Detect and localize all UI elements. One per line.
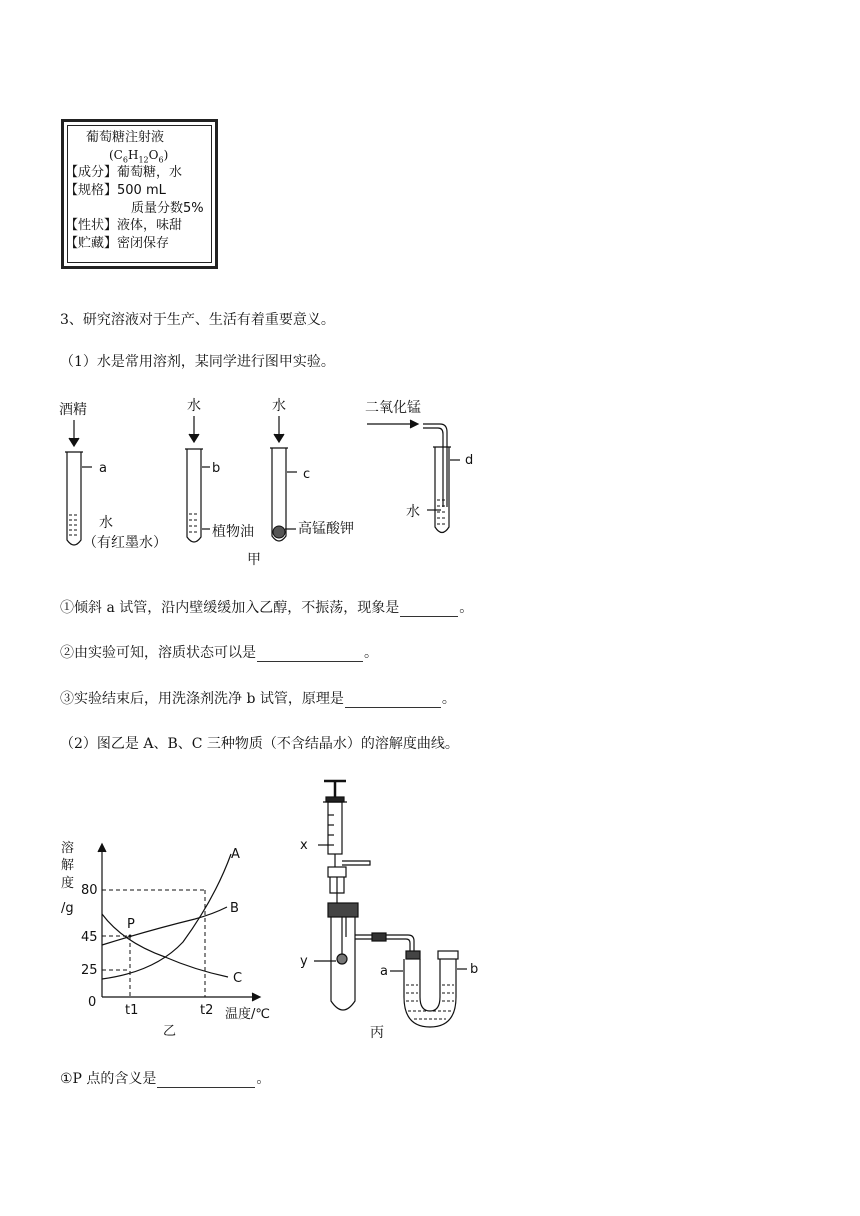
question-4 <box>60 1068 270 1088</box>
y-tick-45: 45 <box>81 930 98 945</box>
question-2 <box>60 642 378 662</box>
question-2-period: 。 <box>364 645 378 661</box>
question-1-period: 。 <box>459 600 474 616</box>
figure-bing-caption: 丙 <box>370 1025 384 1041</box>
syringe-barrel <box>328 802 342 854</box>
question-3-text: ③实验结束后，用洗涤剂洗净 b 试管，原理是 <box>60 691 344 707</box>
question-3 <box>60 688 456 708</box>
water-ink-label: 水 <box>99 515 113 531</box>
answer-blank-4[interactable] <box>157 1073 255 1088</box>
origin-label: 0 <box>88 995 97 1010</box>
figure-jia-test-tubes <box>55 392 545 577</box>
label-spec-fraction: 质量分数5% <box>131 201 204 216</box>
question-1-text: ①倾斜 a 试管，沿内壁缓缓加入乙醇，不振荡，现象是 <box>60 600 400 616</box>
label-title: 葡萄糖注射液 <box>86 130 165 145</box>
clip <box>372 933 386 941</box>
y-label-1: 溶 <box>61 841 75 856</box>
veg-oil-label: 植物油 <box>212 524 254 540</box>
question-4-text: ①P 点的含义是 <box>60 1071 157 1087</box>
water-label-b: 水 <box>187 398 201 414</box>
figure-yi-caption: 乙 <box>163 1024 177 1039</box>
label-spec: 【规格】500 mL <box>65 183 166 198</box>
kmno4-crystal <box>273 526 285 538</box>
x-axis-label: 温度/℃ <box>225 1007 270 1022</box>
kmno4-label: 高锰酸钾 <box>298 521 354 537</box>
part-2-heading: （2）图乙是 A、B、C 三种物质（不含结晶水）的溶解度曲线。 <box>60 736 459 752</box>
tube-b-label: b <box>212 461 221 476</box>
label-ingredients: 【成分】葡萄糖，水 <box>65 165 183 180</box>
part-1-heading: （1）水是常用溶剂，某同学进行图甲实验。 <box>60 354 335 370</box>
y-tick-80: 80 <box>81 883 98 898</box>
curve-a-label: A <box>231 847 240 862</box>
label-b: b <box>470 962 479 977</box>
point-p-label: P <box>127 917 135 932</box>
curve-b <box>102 907 227 945</box>
label-property: 【性状】液体，味甜 <box>65 218 183 233</box>
point-p <box>129 935 132 938</box>
question-2-text: ②由实验可知，溶质状态可以是 <box>60 645 256 661</box>
question-1 <box>60 597 473 617</box>
syringe-plunger <box>326 797 344 802</box>
y-label-4: /g <box>61 901 74 916</box>
curve-a <box>102 854 231 979</box>
glucose-label-card <box>61 119 218 269</box>
water-label-c: 水 <box>272 398 286 414</box>
red-ink-label: （有红墨水） <box>83 535 167 551</box>
tube-a-label: a <box>99 461 107 476</box>
upper-stopper <box>328 867 346 877</box>
glucose-label-inner <box>67 125 212 263</box>
label-storage: 【贮藏】密闭保存 <box>65 236 170 251</box>
x-tick-t2: t2 <box>200 1003 214 1018</box>
tube-c-label: c <box>303 467 311 482</box>
x-tick-t1: t1 <box>125 1003 139 1018</box>
curve-c <box>102 914 228 977</box>
answer-blank-2[interactable] <box>257 647 363 662</box>
label-y: y <box>300 954 308 969</box>
figure-bing-apparatus <box>290 775 505 1045</box>
figure-jia-caption: 甲 <box>247 552 261 568</box>
label-x: x <box>300 838 308 853</box>
question-3-period: 。 <box>441 691 456 707</box>
answer-blank-3[interactable] <box>345 693 441 708</box>
curve-b-label: B <box>230 901 239 916</box>
y-label-2: 解 <box>61 858 75 873</box>
tube-d-label: d <box>465 453 474 468</box>
u-tube-stopper <box>406 951 420 959</box>
curve-c-label: C <box>233 971 243 986</box>
figure-yi-solubility-chart <box>55 832 290 1042</box>
sample-y <box>337 954 347 964</box>
question-intro: 3、研究溶液对于生产、生活有着重要意义。 <box>60 312 335 328</box>
label-a: a <box>380 964 388 979</box>
test-tube-b <box>187 449 201 542</box>
alcohol-label: 酒精 <box>59 402 87 418</box>
tube-stopper <box>328 903 358 917</box>
question-4-period: 。 <box>256 1071 271 1087</box>
mno2-label: 二氧化锰 <box>365 400 421 416</box>
water-label-d: 水 <box>406 504 420 520</box>
y-tick-25: 25 <box>81 963 98 978</box>
test-tube-a <box>67 452 81 545</box>
label-formula: $(C_6H_{12}O_6)$ <box>109 148 169 165</box>
answer-blank-1[interactable] <box>400 602 458 617</box>
y-label-3: 度 <box>61 876 75 891</box>
